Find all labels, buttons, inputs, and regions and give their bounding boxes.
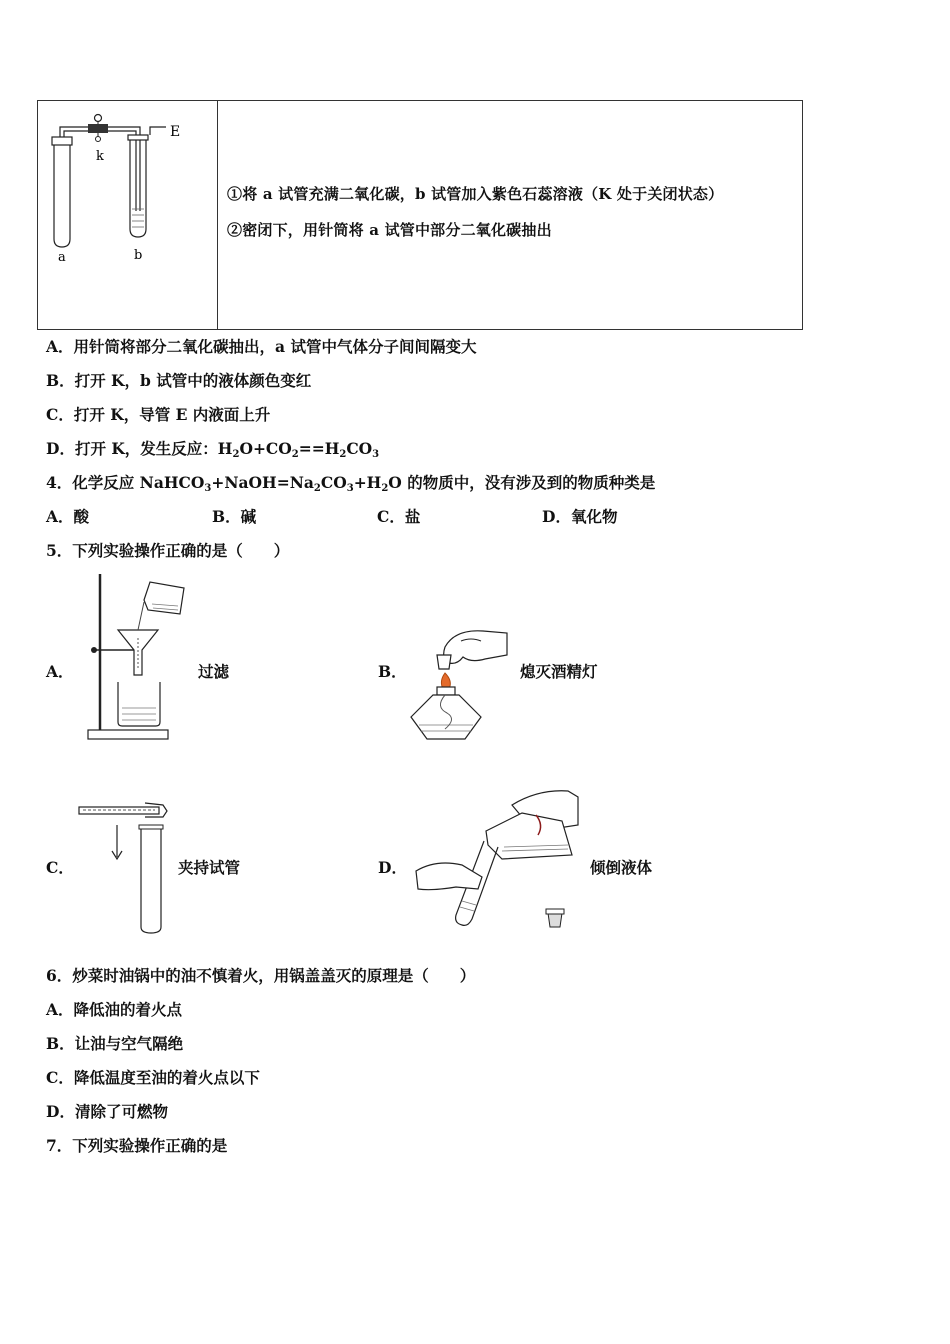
q5-option-a-label: 过滤 — [198, 662, 230, 681]
q4-option-c: C．盐 — [377, 507, 421, 526]
q6-option-c: C．降低温度至油的着火点以下 — [46, 1068, 260, 1087]
q3-option-c: C．打开 K，导管 E 内液面上升 — [46, 405, 271, 424]
q3-step-2: ②密闭下，用针筒将 a 试管中部分二氧化碳抽出 — [227, 221, 552, 239]
label-e: E — [170, 124, 181, 140]
filtration-illustration — [80, 570, 195, 745]
co2-apparatus-diagram — [38, 101, 216, 329]
q3-figure-cell — [38, 101, 218, 329]
q5-option-d-label: 倾倒液体 — [590, 858, 653, 877]
q6-option-b: B．让油与空气隔绝 — [46, 1034, 184, 1053]
q3-table — [37, 100, 803, 330]
q6-option-a: A．降低油的着火点 — [46, 1000, 183, 1019]
q3-option-d: D．打开 K，发生反应：$H_2O+CO_2==H_2CO_3$ — [46, 439, 380, 460]
label-b: b — [134, 248, 143, 263]
alcohol-lamp-illustration — [405, 625, 510, 745]
q5-option-a-letter: A． — [46, 662, 74, 681]
q3-step-1: ①将 a 试管充满二氧化碳，b 试管加入紫色石蕊溶液（K 处于关闭状态） — [227, 185, 724, 203]
q5-stem: 5．下列实验操作正确的是（ ） — [46, 541, 290, 560]
test-tube-clamp-illustration — [75, 795, 175, 940]
q4-option-d: D．氧化物 — [542, 507, 618, 526]
q5-option-c-letter: C． — [46, 858, 74, 877]
q5-option-b-label: 熄灭酒精灯 — [520, 662, 598, 681]
q3-text-cell — [218, 101, 802, 329]
label-k: k — [96, 149, 104, 164]
label-a: a — [58, 250, 66, 265]
q3-option-b: B．打开 K，b 试管中的液体颜色变红 — [46, 371, 312, 390]
q3-option-a: A．用针筒将部分二氧化碳抽出，a 试管中气体分子间间隔变大 — [46, 337, 477, 356]
q4-option-b: B．碱 — [212, 507, 257, 526]
pouring-liquid-illustration — [412, 785, 582, 935]
q5-option-c-label: 夹持试管 — [178, 858, 241, 877]
q6-option-d: D．清除了可燃物 — [46, 1102, 168, 1121]
q7-stem: 7．下列实验操作正确的是 — [46, 1136, 228, 1155]
q5-option-b-letter: B． — [378, 662, 407, 681]
q4-option-a: A．酸 — [46, 507, 90, 526]
q5-option-d-letter: D． — [378, 858, 407, 877]
q4-stem: 4．化学反应 $NaHCO_3+NaOH=Na_2CO_3+H_2O$ 的物质中，没有涉及到的物质种类是 — [46, 473, 656, 494]
q6-stem: 6．炒菜时油锅中的油不慎着火，用锅盖盖灭的原理是（ ） — [46, 966, 476, 985]
